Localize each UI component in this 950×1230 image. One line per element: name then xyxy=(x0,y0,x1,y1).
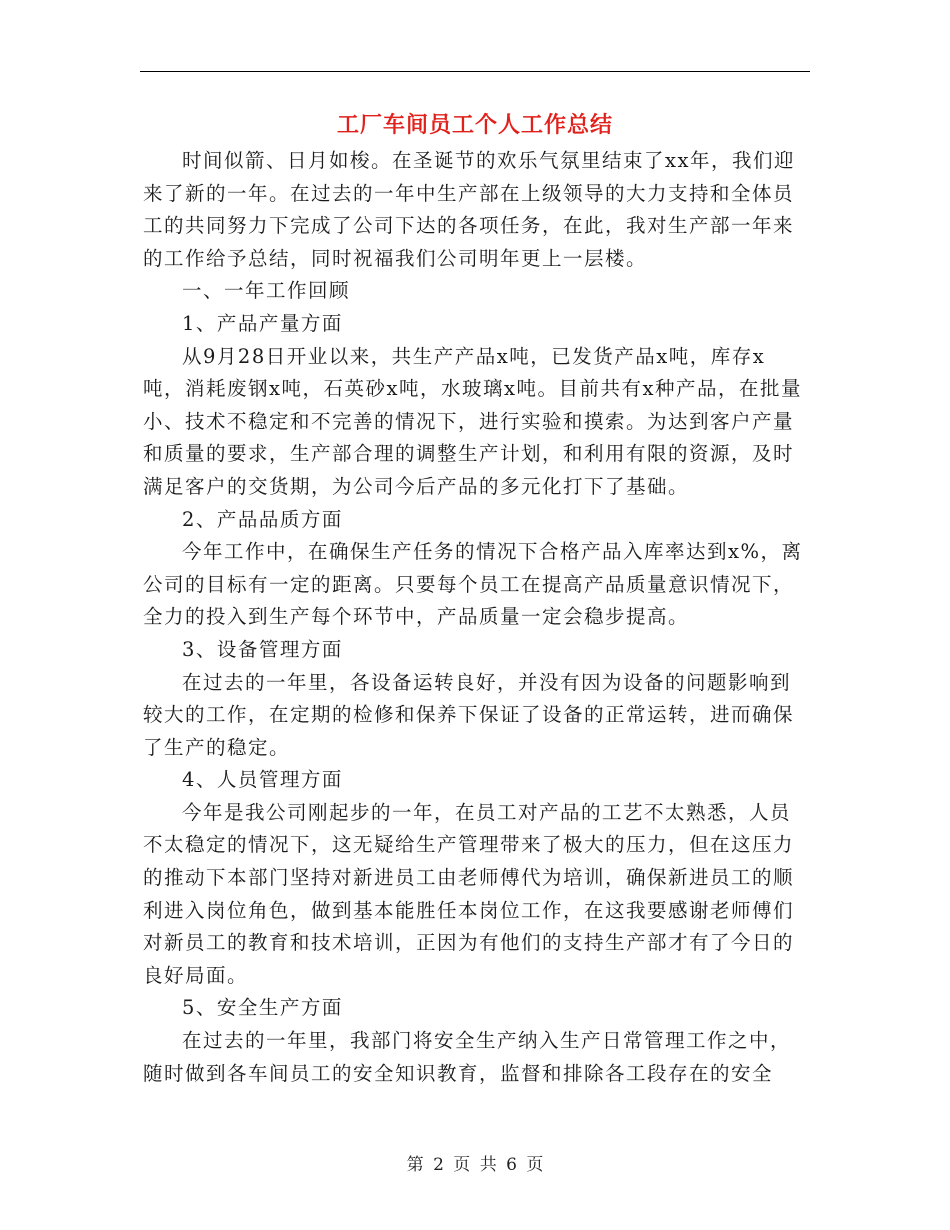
paragraph-equipment: 在过去的一年里，各设备运转良好，并没有因为设备的问题影响到较大的工作，在定期的检修和保养下保证了设备的正常运转，进而确保了生产的稳定。 xyxy=(143,670,795,759)
subheading-equipment: 3、设备管理方面 xyxy=(182,637,343,661)
section-heading-review: 一、一年工作回顾 xyxy=(182,279,351,303)
page-footer: 第 2 页 共 6 页 xyxy=(406,1155,544,1175)
document-title: 工厂车间员工个人工作总结 xyxy=(336,112,613,138)
document-body xyxy=(143,145,807,1090)
header-rule xyxy=(140,71,810,72)
paragraph-personnel: 今年是我公司刚起步的一年，在员工对产品的工艺不太熟悉，人员不太稳定的情况下，这无疑给生产管理带来了极大的压力，但在这压力的推动下本部门坚持对新进员工由老师傅代为培训，确保新进员工的顺利进入岗位角色，做到基本能胜任本岗位工作，在这我要感谢老师傅们对新员工的教育和技术培训，正因为有他们的支持生产部才有了今日的良好局面。 xyxy=(143,800,795,987)
paragraph-safety: 在过去的一年里，我部门将安全生产纳入生产日常管理工作之中，随时做到各车间员工的安全知识教育，监督和排除各工段存在的安全 xyxy=(143,1029,792,1085)
subheading-personnel: 4、人员管理方面 xyxy=(182,768,343,792)
paragraph-intro: 时间似箭、日月如梭。在圣诞节的欢乐气氛里结束了xx年，我们迎来了新的一年。在过去的一年中生产部在上级领导的大力支持和全体员工的共同努力下完成了公司下达的各项任务，在此，我对生产部一年来的工作给予总结，同时祝福我们公司明年更上一层楼。 xyxy=(143,149,795,270)
subheading-output: 1、产品产量方面 xyxy=(182,311,343,335)
paragraph-output: 从9月28日开业以来，共生产产品x吨，已发货产品x吨，库存x吨，消耗废钢x吨，石英砂x吨，水玻璃x吨。目前共有x种产品，在批量小、技术不稳定和不完善的情况下，进行实验和摸索。为达到客户产量和质量的要求，生产部合理的调整生产计划，和利用有限的资源，及时满足客户的交货期，为公司今后产品的多元化打下了基础。 xyxy=(143,344,802,498)
subheading-safety: 5、安全生产方面 xyxy=(182,996,343,1020)
paragraph-quality: 今年工作中，在确保生产任务的情况下合格产品入库率达到x%，离公司的目标有一定的距离。只要每个员工在提高产品质量意识情况下，全力的投入到生产每个环节中，产品质量一定会稳步提高。 xyxy=(143,540,803,629)
subheading-quality: 2、产品品质方面 xyxy=(182,507,343,531)
